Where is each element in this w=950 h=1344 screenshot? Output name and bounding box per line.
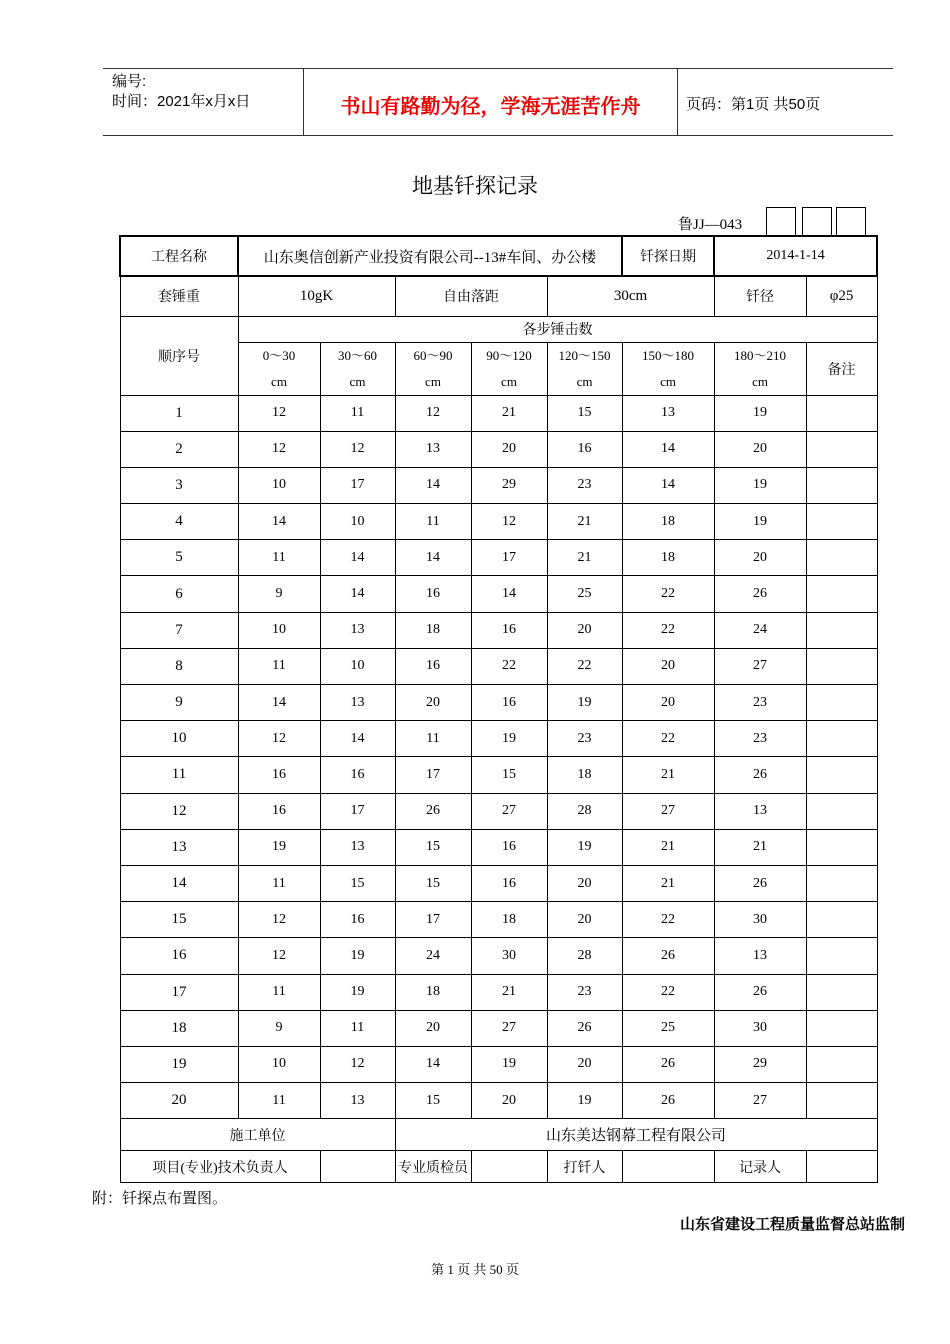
blow-count-cell: 14 [395,1046,471,1082]
remark-cell[interactable] [806,938,877,974]
hammer-weight: 10gK [238,276,395,316]
blow-count-cell: 18 [547,757,622,793]
blow-count-cell: 12 [320,431,395,467]
blow-count-cell: 19 [471,721,547,757]
blow-count-cell: 16 [395,576,471,612]
blow-count-cell: 21 [622,829,714,865]
blow-count-cell: 17 [320,793,395,829]
table-row [120,793,877,829]
range-header: 180～210 cm [714,342,806,395]
blow-count-cell: 18 [622,504,714,540]
range-header: 30～60 cm [320,342,395,395]
blow-count-cell: 16 [471,612,547,648]
blow-count-cell: 23 [547,974,622,1010]
blow-count-cell: 20 [471,431,547,467]
blow-count-cell: 29 [471,467,547,503]
blow-count-cell: 10 [238,1046,320,1082]
blow-count-cell: 10 [238,612,320,648]
blow-count-cell: 15 [395,865,471,901]
table-row [120,902,877,938]
table-row [120,829,877,865]
hammer-weight-label: 套锤重 [120,276,238,316]
tech-lead-label: 项目(专业)技术负责人 [120,1151,320,1183]
row-number: 16 [120,938,238,974]
blow-count-cell: 15 [320,865,395,901]
blow-count-cell: 15 [395,1083,471,1119]
remark-cell[interactable] [806,902,877,938]
blow-count-cell: 16 [471,829,547,865]
blow-count-cell: 19 [547,685,622,721]
blow-count-cell: 12 [238,902,320,938]
recorder-signature[interactable] [806,1151,877,1183]
drop-height: 30cm [547,276,714,316]
blow-count-cell: 20 [395,1010,471,1046]
remark-cell[interactable] [806,431,877,467]
blow-count-cell: 13 [320,1083,395,1119]
row-number: 20 [120,1083,238,1119]
blow-count-cell: 25 [547,576,622,612]
blow-count-cell: 19 [547,1083,622,1119]
quality-inspector-label: 专业质检员 [395,1151,471,1183]
table-row [120,467,877,503]
blow-count-cell: 26 [714,757,806,793]
construction-unit: 山东美达钢幕工程有限公司 [395,1119,877,1151]
blow-count-cell: 27 [622,793,714,829]
time-label: 时间：2021年x月x日 [112,93,251,110]
row-number: 5 [120,540,238,576]
header-page-info: 页码：第1页 共50页 [686,96,821,113]
drop-height-label: 自由落距 [395,276,547,316]
construction-unit-row [120,1119,877,1151]
blow-count-cell: 11 [238,974,320,1010]
table-row [120,757,877,793]
row-number: 1 [120,395,238,431]
row-number: 12 [120,793,238,829]
tech-lead-signature[interactable] [320,1151,395,1183]
blow-count-cell: 30 [471,938,547,974]
remark-cell[interactable] [806,576,877,612]
blow-count-cell: 30 [714,902,806,938]
blow-count-cell: 26 [714,865,806,901]
blow-count-cell: 15 [547,395,622,431]
remark-cell[interactable] [806,395,877,431]
blow-count-cell: 20 [395,685,471,721]
blow-count-cell: 20 [622,685,714,721]
remark-header: 备注 [806,342,877,395]
blow-count-cell: 11 [395,721,471,757]
blow-count-cell: 18 [471,902,547,938]
column-group-header [120,316,877,342]
blow-count-cell: 18 [395,974,471,1010]
recorder-label: 记录人 [714,1151,806,1183]
remark-cell[interactable] [806,829,877,865]
table-row [120,504,877,540]
blow-count-cell: 22 [547,648,622,684]
blow-count-cell: 20 [471,1083,547,1119]
blow-count-cell: 14 [471,576,547,612]
table-row [120,938,877,974]
blow-count-cell: 27 [714,1083,806,1119]
blow-count-cell: 12 [238,395,320,431]
blow-count-cell: 11 [320,395,395,431]
remark-cell[interactable] [806,648,877,684]
blow-count-cell: 26 [622,1046,714,1082]
header-divider [677,68,678,135]
remark-cell[interactable] [806,721,877,757]
blow-count-cell: 18 [395,612,471,648]
blow-count-cell: 16 [320,757,395,793]
blow-count-cell: 16 [238,793,320,829]
blow-count-cell: 29 [714,1046,806,1082]
header-meta [112,72,250,112]
table-row [120,1010,877,1046]
code-box[interactable] [802,207,832,236]
blow-count-cell: 13 [320,612,395,648]
row-number: 13 [120,829,238,865]
blow-count-cell: 16 [471,865,547,901]
remark-cell[interactable] [806,757,877,793]
blow-count-cell: 22 [622,721,714,757]
blow-count-cell: 19 [320,974,395,1010]
blow-count-cell: 10 [320,504,395,540]
blow-count-cell: 21 [471,974,547,1010]
form-code: 鲁JJ—043 [678,217,743,233]
table-row [120,431,877,467]
blow-count-cell: 19 [547,829,622,865]
blow-count-cell: 20 [547,612,622,648]
blow-count-cell: 21 [547,540,622,576]
blow-count-cell: 23 [714,685,806,721]
blow-count-cell: 13 [320,685,395,721]
rod-diameter: φ25 [806,276,877,316]
blow-count-cell: 11 [238,865,320,901]
blow-count-cell: 12 [471,504,547,540]
blow-count-cell: 20 [714,431,806,467]
remark-cell[interactable] [806,467,877,503]
blow-count-cell: 9 [238,1010,320,1046]
blow-count-cell: 15 [395,829,471,865]
blow-count-cell: 9 [238,576,320,612]
blow-count-cell: 17 [320,467,395,503]
row-number: 2 [120,431,238,467]
blow-count-cell: 28 [547,938,622,974]
row-number: 3 [120,467,238,503]
blow-count-cell: 19 [320,938,395,974]
blow-count-cell: 14 [238,504,320,540]
blow-count-cell: 22 [622,576,714,612]
blow-count-cell: 26 [714,974,806,1010]
remark-cell[interactable] [806,974,877,1010]
blow-count-cell: 17 [395,757,471,793]
row-number: 10 [120,721,238,757]
blow-count-cell: 24 [714,612,806,648]
table-row [120,612,877,648]
blow-count-cell: 27 [714,648,806,684]
blow-count-cell: 12 [238,431,320,467]
blow-count-cell: 20 [547,865,622,901]
info-row [120,236,877,276]
blow-count-cell: 12 [238,721,320,757]
blow-count-cell: 12 [395,395,471,431]
seq-header: 顺序号 [120,316,238,395]
blow-count-cell: 21 [622,865,714,901]
blow-count-cell: 21 [471,395,547,431]
blows-group-header: 各步锤击数 [238,316,877,342]
table-row [120,685,877,721]
range-header: 150～180 cm [622,342,714,395]
blow-count-cell: 16 [395,648,471,684]
blow-count-cell: 26 [714,576,806,612]
blow-count-cell: 30 [714,1010,806,1046]
row-number: 7 [120,612,238,648]
range-header: 120～150 cm [547,342,622,395]
supervisor-note: 山东省建设工程质量监督总站监制 [679,1215,905,1233]
row-number: 19 [120,1046,238,1082]
blow-count-cell: 27 [471,793,547,829]
project-name-label: 工程名称 [120,236,238,276]
blow-count-cell: 21 [714,829,806,865]
range-header: 0～30 cm [238,342,320,395]
blow-count-cell: 22 [622,612,714,648]
blow-count-cell: 23 [547,721,622,757]
blow-count-cell: 19 [714,467,806,503]
blow-count-cell: 14 [320,721,395,757]
blow-count-cell: 16 [320,902,395,938]
blow-count-cell: 11 [238,648,320,684]
blow-count-cell: 16 [238,757,320,793]
driller-signature[interactable] [622,1151,714,1183]
blow-count-cell: 10 [320,648,395,684]
blow-count-cell: 17 [471,540,547,576]
driller-label: 打钎人 [547,1151,622,1183]
blow-count-cell: 14 [320,540,395,576]
blow-count-cell: 15 [471,757,547,793]
blow-count-cell: 25 [622,1010,714,1046]
quality-inspector-signature[interactable] [471,1151,547,1183]
blow-count-cell: 22 [471,648,547,684]
motto: 书山有路勤为径，学海无涯苦作舟 [340,94,641,118]
blow-count-cell: 28 [547,793,622,829]
blow-count-cell: 26 [395,793,471,829]
remark-cell[interactable] [806,1083,877,1119]
table-row [120,576,877,612]
page-title: 地基钎探记录 [412,174,538,198]
table-row [120,1083,877,1119]
blow-count-cell: 19 [714,395,806,431]
remark-cell[interactable] [806,504,877,540]
blow-count-cell: 16 [471,685,547,721]
blow-count-cell: 23 [714,721,806,757]
info-row [120,276,877,316]
blow-count-cell: 12 [238,938,320,974]
blow-count-cell: 21 [547,504,622,540]
blow-count-cell: 22 [622,902,714,938]
probe-date-label: 钎探日期 [622,236,714,276]
blow-count-cell: 12 [320,1046,395,1082]
page-footer: 第 1 页 共 50 页 [431,1262,519,1277]
blow-count-cell: 19 [238,829,320,865]
blow-count-cell: 26 [547,1010,622,1046]
blow-count-cell: 13 [622,395,714,431]
table-row [120,1046,877,1082]
row-number: 18 [120,1010,238,1046]
table-row [120,974,877,1010]
blow-count-cell: 13 [395,431,471,467]
header-top-rule [103,68,893,69]
blow-count-cell: 27 [471,1010,547,1046]
signature-row [120,1151,877,1183]
remark-cell[interactable] [806,540,877,576]
row-number: 15 [120,902,238,938]
blow-count-cell: 24 [395,938,471,974]
blow-count-cell: 14 [320,576,395,612]
blow-count-cell: 11 [238,1083,320,1119]
project-name: 山东奥信创新产业投资有限公司--13#车间、办公楼 [238,236,622,276]
attachment-note: 附：钎探点布置图。 [92,1191,228,1207]
table-row [120,395,877,431]
number-label: 编号: [112,73,147,90]
remark-cell[interactable] [806,865,877,901]
blow-count-cell: 13 [320,829,395,865]
blow-count-cell: 20 [547,902,622,938]
blow-count-cell: 14 [395,467,471,503]
blow-count-cell: 14 [622,431,714,467]
blow-count-cell: 16 [547,431,622,467]
blow-count-cell: 20 [714,540,806,576]
row-number: 11 [120,757,238,793]
row-number: 14 [120,865,238,901]
blow-count-cell: 11 [238,540,320,576]
header-bottom-rule [103,135,893,136]
blow-count-cell: 18 [622,540,714,576]
blow-count-cell: 19 [471,1046,547,1082]
blow-count-cell: 26 [622,1083,714,1119]
blow-count-cell: 26 [622,938,714,974]
blow-count-cell: 13 [714,938,806,974]
row-number: 4 [120,504,238,540]
row-number: 8 [120,648,238,684]
blow-count-cell: 17 [395,902,471,938]
code-box[interactable] [836,207,866,236]
row-number: 6 [120,576,238,612]
blow-count-cell: 11 [395,504,471,540]
row-number: 17 [120,974,238,1010]
table-row [120,540,877,576]
probe-date: 2014-1-14 [714,236,877,276]
remark-cell[interactable] [806,612,877,648]
blow-count-cell: 14 [238,685,320,721]
remark-cell[interactable] [806,1046,877,1082]
blow-count-cell: 20 [547,1046,622,1082]
table-row [120,721,877,757]
blow-count-cell: 20 [622,648,714,684]
range-header: 90～120 cm [471,342,547,395]
row-number: 9 [120,685,238,721]
blow-count-cell: 19 [714,504,806,540]
table-row [120,865,877,901]
blow-count-cell: 14 [622,467,714,503]
table-row [120,648,877,684]
range-header: 60～90 cm [395,342,471,395]
blow-count-cell: 21 [622,757,714,793]
remark-cell[interactable] [806,685,877,721]
blow-count-cell: 13 [714,793,806,829]
remark-cell[interactable] [806,793,877,829]
construction-unit-label: 施工单位 [120,1119,395,1151]
blow-count-cell: 11 [320,1010,395,1046]
blow-count-cell: 10 [238,467,320,503]
remark-cell[interactable] [806,1010,877,1046]
probe-record-table [119,235,878,1183]
rod-diameter-label: 钎径 [714,276,806,316]
blow-count-cell: 14 [395,540,471,576]
code-box[interactable] [766,207,796,236]
blow-count-cell: 23 [547,467,622,503]
blow-count-cell: 22 [622,974,714,1010]
